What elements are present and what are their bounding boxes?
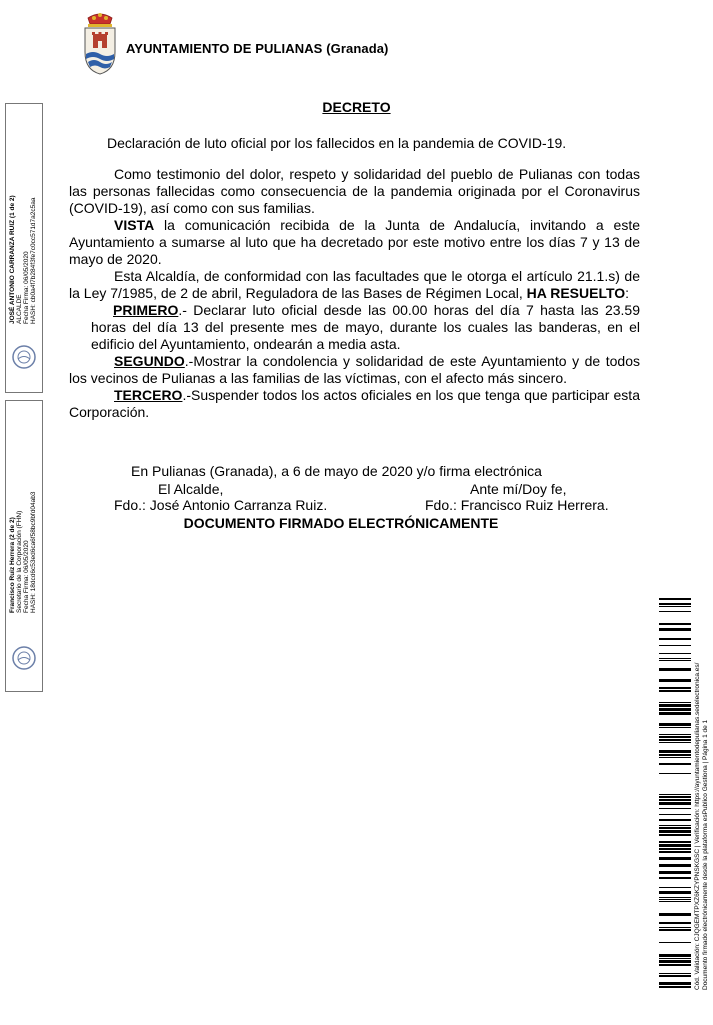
barcode-bar bbox=[659, 982, 691, 985]
barcode-bar bbox=[659, 757, 691, 758]
barcode-bar bbox=[659, 734, 691, 735]
vista-text: la comunicación recibida de la Junta de Andalucía, invitando a este Ayuntamiento a sumarse al luto que ha decretado por este motivo entre los días 7 y 13 de mayo de 2020. bbox=[69, 217, 640, 267]
barcode-bar bbox=[659, 964, 691, 966]
barcode-bar bbox=[659, 598, 691, 600]
signature-role-secretario: Ante mí/Doy fe, bbox=[470, 481, 567, 497]
signer-1-name: JOSÉ ANTONIO CARRANZA RUIZ (1 de 2) bbox=[9, 195, 16, 324]
barcode-bar bbox=[659, 611, 691, 612]
barcode-bar bbox=[659, 864, 691, 867]
barcode-bar bbox=[659, 750, 691, 753]
tercero-text: .-Suspender todos los actos oficiales en los que tenga que participar esta Corporación. bbox=[69, 387, 640, 420]
barcode-bar bbox=[659, 975, 691, 977]
barcode-bar bbox=[659, 942, 691, 943]
paragraph-alcaldia bbox=[69, 268, 640, 302]
barcode-bar bbox=[659, 668, 691, 671]
signer-1-seal-icon bbox=[11, 344, 37, 370]
signer-2-details bbox=[9, 492, 37, 613]
barcode-bar bbox=[659, 808, 691, 809]
signer-2-hash: HASH: 18dcd6c53ed6ca6f58bc9bfd04ab3 bbox=[30, 491, 37, 613]
barcode-bar bbox=[659, 929, 691, 931]
barcode-bar bbox=[659, 739, 691, 741]
barcode-bar bbox=[659, 623, 691, 625]
barcode-bar bbox=[659, 899, 691, 900]
header-title bbox=[126, 41, 389, 56]
barcode-bar bbox=[659, 773, 691, 774]
header-org: AYUNTAMIENTO DE PULIANAS bbox=[126, 41, 323, 56]
barcode-bar bbox=[659, 834, 691, 836]
signature-place-date: En Pulianas (Granada), a 6 de mayo de 2020 y/o firma electrónica bbox=[131, 463, 542, 479]
barcode-bar bbox=[659, 736, 691, 738]
alcaldia-end: : bbox=[625, 285, 630, 301]
segundo-text: .-Mostrar la condolencia y solidaridad de este Ayuntamiento y de todos los vecinos de Pulianas a las familias de las víctimas, con el afecto más sincero. bbox=[69, 353, 640, 386]
barcode-bar bbox=[659, 973, 691, 974]
primero-text: .- Declarar luto oficial desde las 00.00 horas del día 7 hasta las 23.59 horas del día 13 del presente mes de mayo, durante los cuales las banderas, en el edificio del Ayuntamiento, ondearán a media asta. bbox=[91, 302, 640, 352]
barcode-bar bbox=[659, 754, 691, 756]
barcode-bar bbox=[659, 708, 691, 711]
ha-resuelto: HA RESUELTO bbox=[526, 285, 626, 301]
barcode-bar bbox=[659, 704, 691, 707]
signer-1-role: ALCALDE bbox=[16, 294, 23, 324]
signer-2-role: Secretario de la Corporación (FHN) bbox=[16, 510, 23, 613]
signer-2-date: Fecha Firma: 06/05/2020 bbox=[23, 540, 30, 613]
barcode-bar bbox=[659, 690, 691, 692]
barcode-bar bbox=[659, 814, 691, 815]
barcode-bar bbox=[659, 927, 691, 928]
barcode-bar bbox=[659, 628, 691, 631]
barcode-bar bbox=[659, 712, 691, 715]
municipal-coat-of-arms bbox=[80, 12, 120, 76]
barcode-bar bbox=[659, 857, 691, 860]
tercero-lead: TERCERO bbox=[114, 387, 183, 403]
signature-name-secretario: Fdo.: Francisco Ruiz Herrera. bbox=[425, 497, 609, 513]
barcode-bar bbox=[659, 848, 691, 850]
paragraph-tercero bbox=[69, 387, 640, 421]
barcode-bar bbox=[659, 799, 691, 801]
signature-name-alcalde: Fdo.: José Antonio Carranza Ruiz. bbox=[114, 497, 328, 513]
signer-box-1 bbox=[5, 103, 43, 393]
barcode-bar bbox=[659, 913, 691, 916]
vista-lead: VISTA bbox=[114, 217, 155, 233]
barcode-bar bbox=[659, 606, 691, 607]
barcode-bar bbox=[659, 802, 691, 805]
barcode-bar bbox=[659, 901, 691, 902]
document-body bbox=[69, 166, 640, 421]
barcode-bar bbox=[659, 638, 691, 640]
paragraph-segundo bbox=[69, 353, 640, 387]
barcode-caption bbox=[694, 662, 709, 991]
signer-2-name: Francisco Ruiz Herrera (2 de 2) bbox=[9, 517, 16, 613]
signer-1-hash: HASH: cb0a4f7b284f3fe7c0cc571d7a2c5aa bbox=[30, 197, 37, 324]
segundo-lead: SEGUNDO bbox=[114, 353, 185, 369]
barcode-bar bbox=[659, 827, 691, 829]
signer-box-2 bbox=[5, 400, 43, 692]
barcode-bar bbox=[659, 645, 691, 646]
barcode-bar bbox=[659, 851, 691, 853]
barcode-bar bbox=[659, 871, 691, 874]
barcode-bar bbox=[659, 819, 691, 821]
alcaldia-text: Esta Alcaldía, de conformidad con las facultades que le otorga el artículo 21.1.s) de la Ley 7/1985, de 2 de abril, Reguladora de las Bases de Régimen Local, bbox=[69, 268, 640, 301]
barcode-bar bbox=[659, 727, 691, 728]
signer-1-date: Fecha Firma: 06/05/2020 bbox=[23, 251, 30, 324]
barcode-bar bbox=[659, 986, 691, 988]
paragraph-vista bbox=[69, 217, 640, 268]
barcode-bar bbox=[659, 603, 691, 605]
barcode-bar bbox=[659, 660, 691, 661]
primero-lead: PRIMERO bbox=[113, 302, 179, 318]
barcode-caption-line-1: Cód. Validación: CJQGEMTPXZ6KZYPNSKGSC | Verificación: https://ayuntamientodepulianas.sedelectronica.es/ bbox=[694, 662, 701, 990]
barcode-bar bbox=[659, 877, 691, 879]
validation-barcode bbox=[659, 598, 691, 988]
barcode-bar bbox=[659, 897, 691, 898]
barcode-bar bbox=[659, 723, 691, 726]
barcode-bar bbox=[659, 825, 691, 826]
barcode-bar bbox=[659, 742, 691, 743]
barcode-bar bbox=[659, 679, 691, 682]
document-title: DECRETO bbox=[322, 99, 391, 115]
barcode-bar bbox=[659, 891, 691, 894]
signer-1-details bbox=[9, 195, 37, 324]
signature-role-alcalde: El Alcalde, bbox=[158, 481, 224, 497]
signer-2-seal-icon bbox=[11, 645, 37, 671]
barcode-bar bbox=[659, 887, 691, 888]
barcode-bar bbox=[659, 954, 691, 957]
barcode-bar bbox=[659, 687, 691, 689]
barcode-bar bbox=[659, 763, 691, 765]
barcode-bar bbox=[659, 958, 691, 959]
electronic-signature-notice: DOCUMENTO FIRMADO ELECTRÓNICAMENTE bbox=[183, 515, 499, 531]
barcode-bar bbox=[659, 922, 691, 924]
barcode-bar bbox=[659, 960, 691, 963]
paragraph-testimonio: Como testimonio del dolor, respeto y solidaridad del pueblo de Pulianas con todas las personas fallecidas como consecuencia de la pandemia originada por el Coronavirus (COVID-19), así como con sus familias. bbox=[69, 166, 640, 216]
document-subtitle: Declaración de luto oficial por los fallecidos en la pandemia de COVID-19. bbox=[107, 135, 567, 151]
barcode-caption-line-2: Documento firmado electrónicamente desde la plataforma esPublico Gestiona | Página 1 de 1 bbox=[702, 719, 709, 990]
barcode-bar bbox=[659, 653, 691, 654]
barcode-bar bbox=[659, 658, 691, 659]
header-province: (Granada) bbox=[326, 41, 389, 56]
barcode-bar bbox=[659, 794, 691, 795]
paragraph-primero bbox=[69, 302, 640, 353]
barcode-bar bbox=[659, 841, 691, 843]
barcode-bar bbox=[659, 830, 691, 833]
barcode-bar bbox=[659, 844, 691, 847]
barcode-bar bbox=[659, 796, 691, 798]
barcode-bar bbox=[659, 702, 691, 703]
